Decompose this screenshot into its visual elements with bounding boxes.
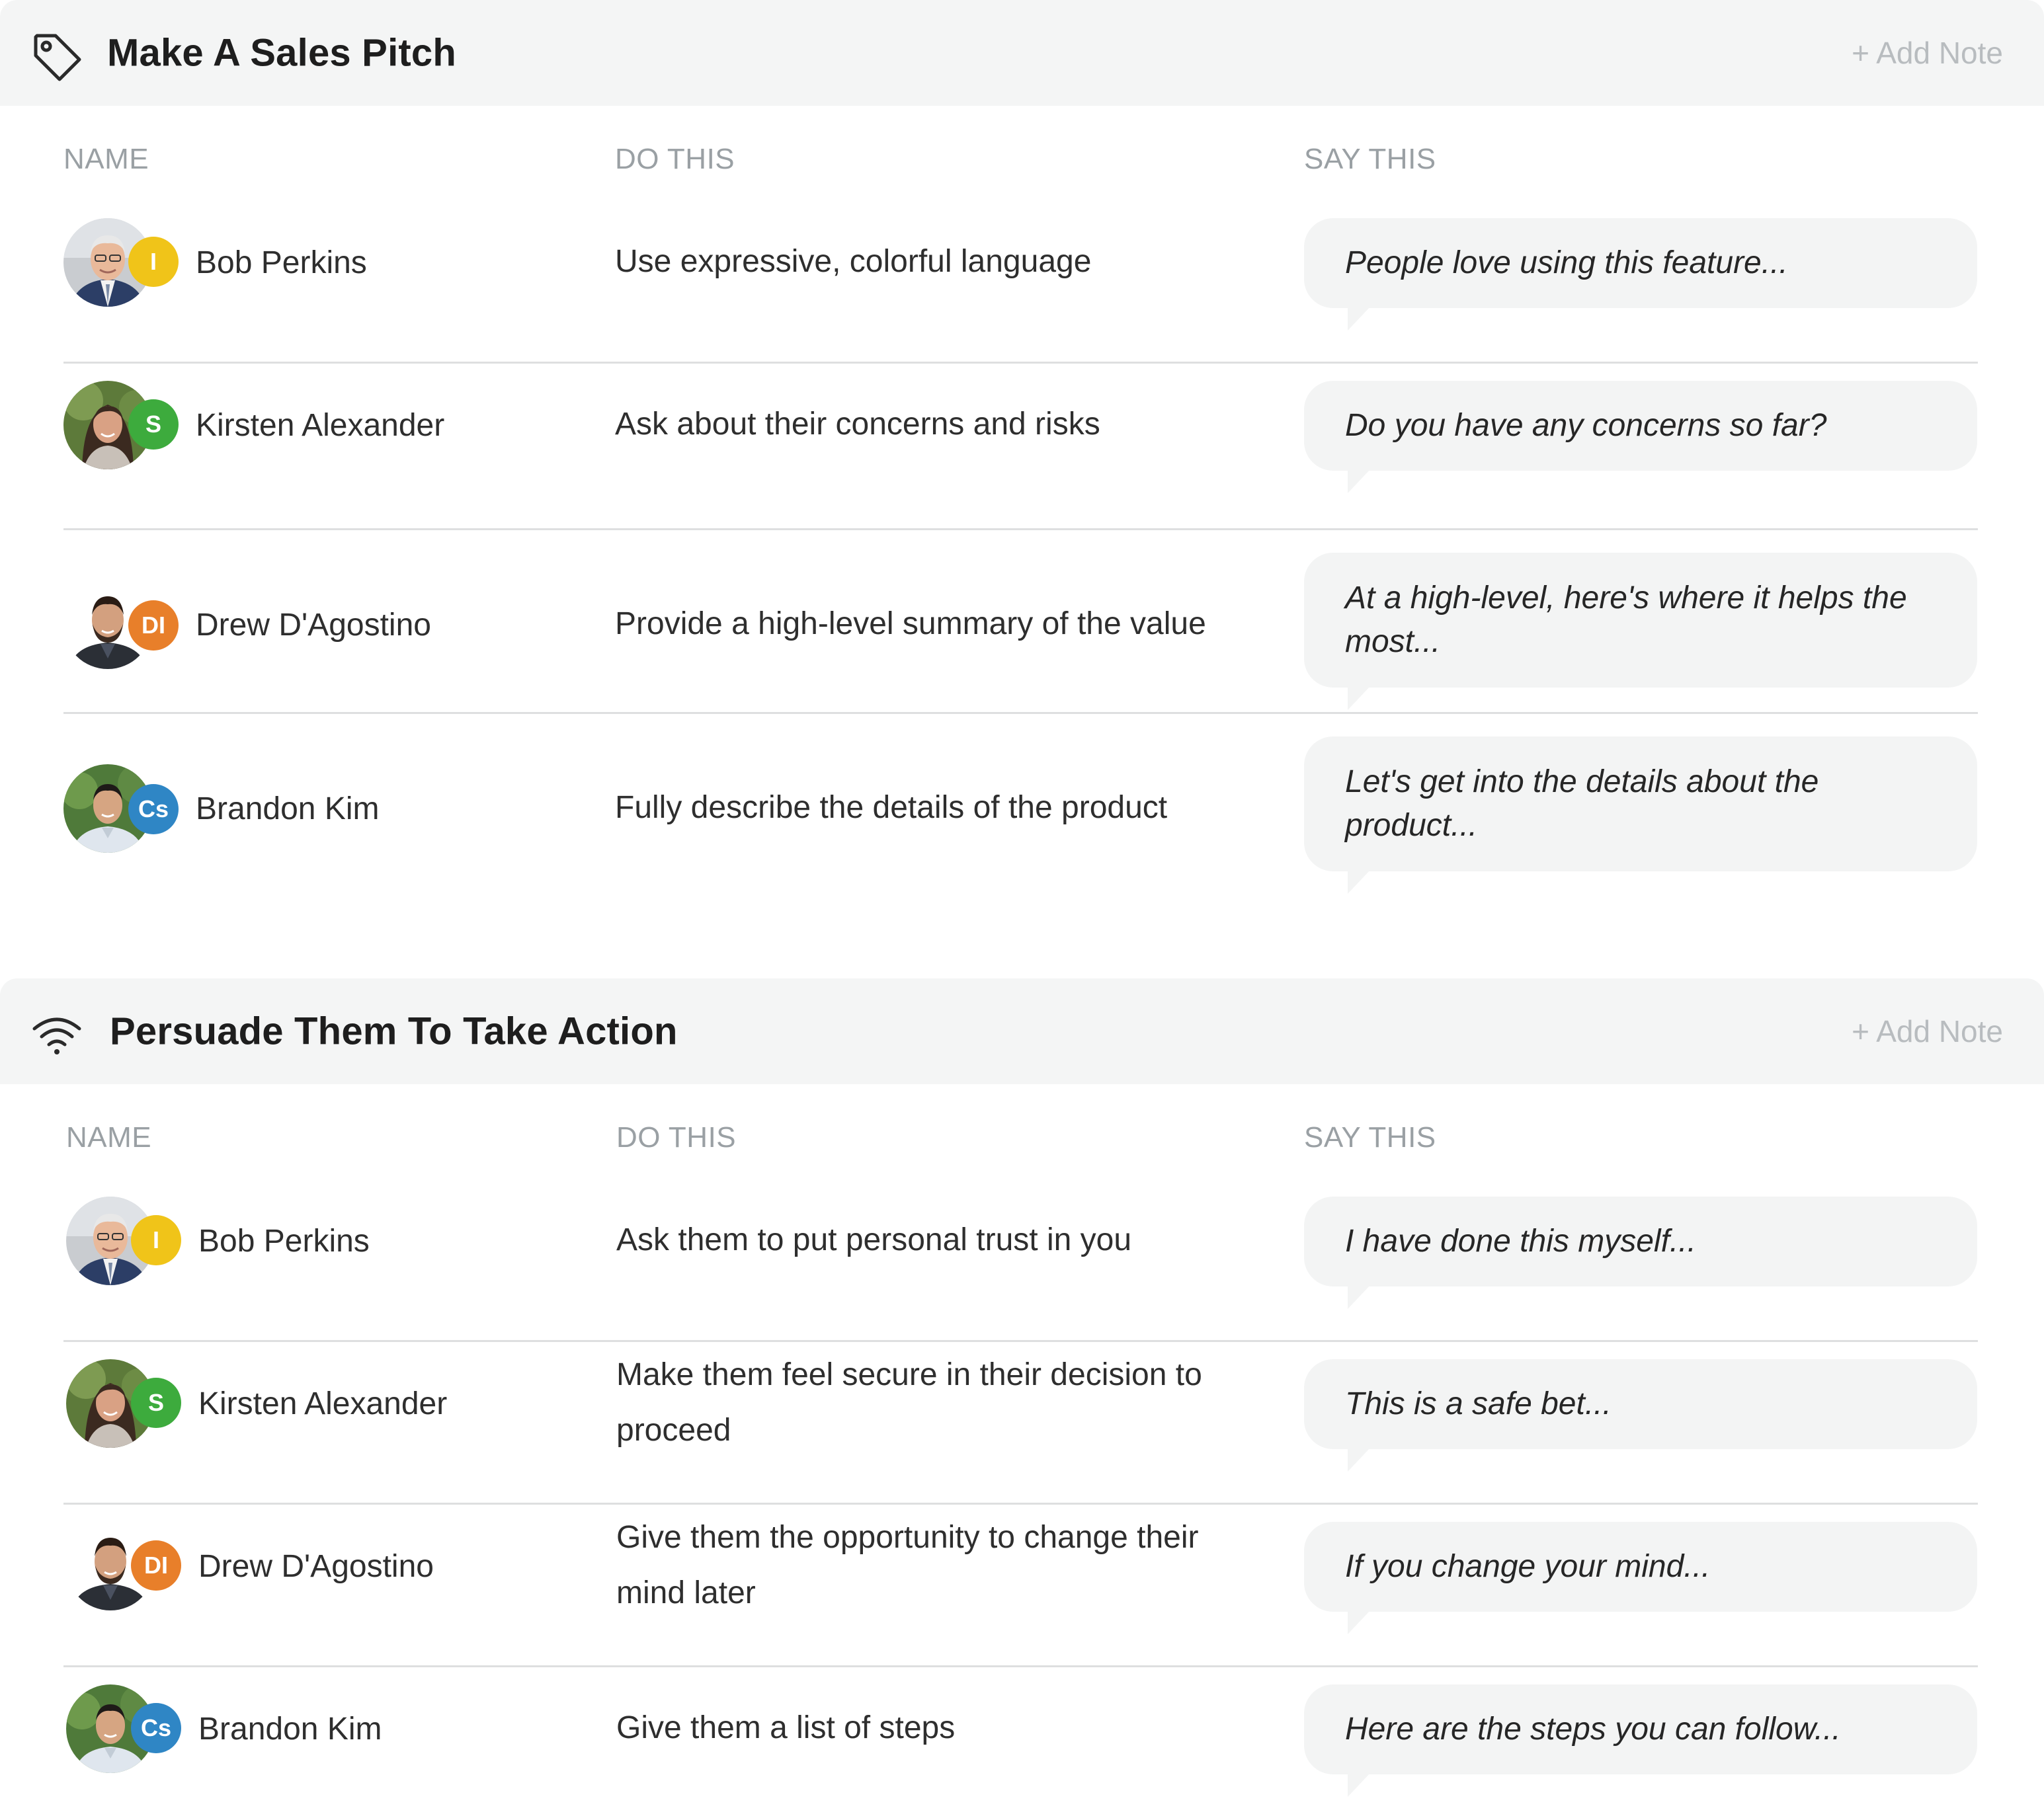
- column-header-do-this: DO THIS: [616, 1121, 737, 1154]
- tag-icon: [30, 30, 83, 83]
- column-header-say-this: SAY THIS: [1304, 143, 1436, 175]
- row-divider: [63, 362, 1978, 364]
- say-this-bubble: Here are the steps you can follow...: [1304, 1684, 1977, 1774]
- column-header-do-this: DO THIS: [615, 143, 735, 175]
- table-row: [0, 1522, 2044, 1647]
- personality-badge: I: [128, 237, 179, 287]
- table-row: [0, 381, 2044, 506]
- do-this-text: Use expressive, colorful language: [615, 244, 1092, 279]
- person-name: Drew D'Agostino: [196, 608, 431, 643]
- section-make-a-sales-pitch: [0, 0, 2044, 882]
- do-this-text: Fully describe the details of the product: [615, 790, 1168, 825]
- row-divider: [63, 1340, 1978, 1342]
- personality-badge: DI: [131, 1540, 181, 1591]
- section-header: [0, 0, 2044, 106]
- do-this-text: Give them a list of steps: [616, 1710, 956, 1745]
- section-header: [0, 978, 2044, 1084]
- person-name: Bob Perkins: [198, 1224, 370, 1259]
- table-row: [0, 553, 2044, 698]
- say-this-bubble: Let's get into the details about the product...: [1304, 736, 1977, 871]
- say-this-bubble: Do you have any concerns so far?: [1304, 381, 1977, 471]
- add-note-button[interactable]: + Add Note: [1852, 1014, 2003, 1048]
- wifi-signal-icon: [30, 1009, 83, 1062]
- do-this-text: Ask them to put personal trust in you: [616, 1222, 1132, 1257]
- say-this-bubble: People love using this feature...: [1304, 218, 1977, 308]
- say-this-bubble: If you change your mind...: [1304, 1522, 1977, 1612]
- personality-badge: DI: [128, 600, 179, 651]
- column-headers: [0, 1084, 2044, 1197]
- table-row: [0, 736, 2044, 882]
- person-name: Kirsten Alexander: [198, 1386, 448, 1421]
- personality-badge: Cs: [128, 784, 179, 834]
- personality-badge: S: [131, 1378, 181, 1428]
- person-name: Drew D'Agostino: [198, 1549, 434, 1584]
- section-title: Persuade Them To Take Action: [110, 1009, 678, 1053]
- column-header-say-this: SAY THIS: [1304, 1121, 1436, 1154]
- person-name: Kirsten Alexander: [196, 408, 445, 443]
- do-this-text: Make them feel secure in their decision to proceed: [616, 1357, 1202, 1448]
- row-divider: [63, 712, 1978, 714]
- row-divider: [63, 1665, 1978, 1667]
- person-name: Brandon Kim: [196, 791, 380, 826]
- person-name: Brandon Kim: [198, 1712, 382, 1747]
- person-name: Bob Perkins: [196, 245, 367, 280]
- table-row: [0, 1684, 2044, 1810]
- row-divider: [63, 1503, 1978, 1505]
- table-row: [0, 1359, 2044, 1485]
- say-this-bubble: I have done this myself...: [1304, 1197, 1977, 1286]
- personality-badge: I: [131, 1215, 181, 1265]
- column-header-name: NAME: [63, 143, 149, 175]
- table-row: [0, 218, 2044, 344]
- do-this-text: Provide a high-level summary of the value: [615, 606, 1206, 641]
- column-headers: [0, 106, 2044, 218]
- personality-badge: Cs: [131, 1703, 181, 1753]
- do-this-text: Give them the opportunity to change their mind later: [616, 1520, 1199, 1610]
- section-title: Make A Sales Pitch: [107, 31, 456, 75]
- do-this-text: Ask about their concerns and risks: [615, 407, 1100, 442]
- row-divider: [63, 528, 1978, 530]
- section-persuade-them-to-take-action: [0, 978, 2044, 1810]
- column-header-name: NAME: [66, 1121, 152, 1154]
- add-note-button[interactable]: + Add Note: [1852, 36, 2003, 70]
- say-this-bubble: At a high-level, here's where it helps the most...: [1304, 553, 1977, 688]
- table-row: [0, 1197, 2044, 1322]
- personality-badge: S: [128, 399, 179, 450]
- say-this-bubble: This is a safe bet...: [1304, 1359, 1977, 1449]
